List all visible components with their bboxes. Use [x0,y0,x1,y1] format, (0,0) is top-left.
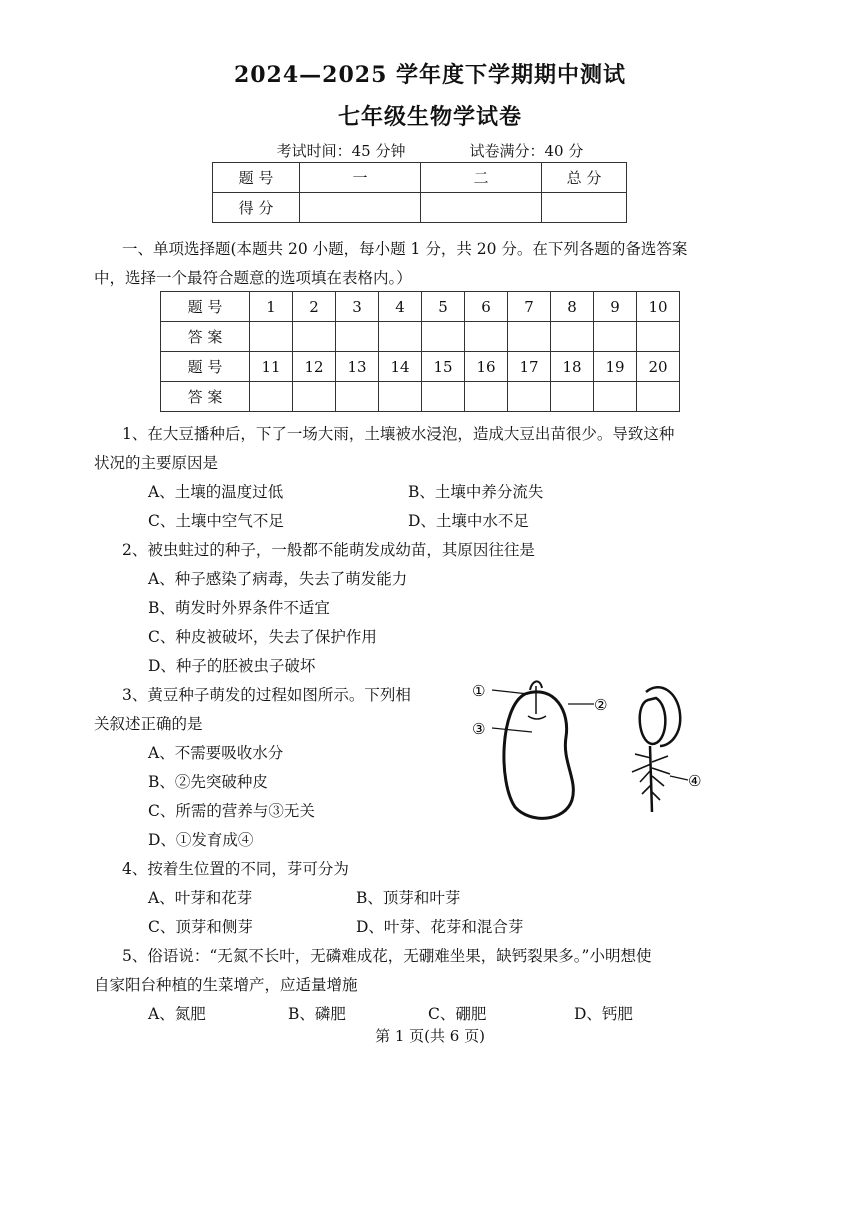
question-number-cell: 12 [293,352,336,382]
q2-option-d: D、种子的胚被虫子破坏 [148,657,316,675]
figure-label-3: ③ [472,720,486,738]
question-number-cell: 9 [594,292,637,322]
q4-option-a: A、叶芽和花芽 [148,889,253,907]
question-number-cell: 13 [336,352,379,382]
q5-option-b: B、磷肥 [288,1005,346,1023]
q5-stem: 5、俗语说：“无氮不长叶，无磷难成花，无硼难坐果，缺钙裂果多。”小明想使 [122,947,652,965]
question-number-cell: 16 [465,352,508,382]
score-table [212,162,627,223]
score-cell[interactable] [421,193,542,223]
question-number-cell: 4 [379,292,422,322]
question-number-cell: 14 [379,352,422,382]
question-number-cell: 2 [293,292,336,322]
seed-germination-figure [470,672,730,827]
q2-option-a: A、种子感染了病毒，失去了萌发能力 [148,570,408,588]
question-number-cell: 1 [250,292,293,322]
leader-line-3 [492,728,532,732]
answer-cell[interactable] [379,382,422,412]
q3-option-b: B、②先突破种皮 [148,773,268,791]
score-table-header: 题 号 [213,163,300,193]
q5-stem-cont: 自家阳台种植的生菜增产，应适量增施 [94,976,358,994]
answer-cell[interactable] [551,382,594,412]
answer-cell[interactable] [293,322,336,352]
q4-option-c: C、顶芽和侧芽 [148,918,253,936]
answer-cell[interactable] [508,322,551,352]
answer-table [160,291,680,412]
answer-cell[interactable] [465,322,508,352]
q3-option-a: A、不需要吸收水分 [148,744,284,762]
score-cell[interactable] [542,193,627,223]
page-number: 第 1 页(共 6 页) [375,1027,485,1045]
question-number-cell: 15 [422,352,465,382]
question-number-cell: 6 [465,292,508,322]
question-number-cell: 5 [422,292,465,322]
q2-option-b: B、萌发时外界条件不适宜 [148,599,330,617]
answer-cell[interactable] [637,322,680,352]
answer-table-label: 答 案 [161,322,250,352]
answer-cell[interactable] [637,382,680,412]
answer-table-label: 题 号 [161,292,250,322]
answer-cell[interactable] [594,382,637,412]
answer-cell[interactable] [422,322,465,352]
answer-cell[interactable] [336,382,379,412]
q3-option-d: D、①发育成④ [148,831,254,849]
q1-option-a: A、土壤的温度过低 [148,483,284,501]
answer-cell[interactable] [379,322,422,352]
answer-cell[interactable] [293,382,336,412]
answer-cell[interactable] [250,382,293,412]
seedling-stem [650,746,652,812]
score-cell[interactable] [300,193,421,223]
q1-stem: 1、在大豆播种后，下了一场大雨，土壤被水浸泡，造成大豆出苗很少。导致这种 [122,425,675,443]
q4-option-d: D、叶芽、花芽和混合芽 [356,918,524,936]
figure-label-1: ① [472,682,486,700]
exam-meta [0,140,860,161]
score-table-header: 二 [421,163,542,193]
q3-stem-cont: 关叙述正确的是 [94,715,203,733]
question-number-cell: 18 [551,352,594,382]
question-number-cell: 20 [637,352,680,382]
question-number-cell: 11 [250,352,293,382]
question-number-cell: 3 [336,292,379,322]
q1-option-b: B、土壤中养分流失 [408,483,544,501]
question-number-cell: 19 [594,352,637,382]
question-number-cell: 17 [508,352,551,382]
score-row-label: 得 分 [213,193,300,223]
question-number-cell: 7 [508,292,551,322]
q1-option-d: D、土壤中水不足 [408,512,529,530]
q2-stem: 2、被虫蛀过的种子，一般都不能萌发成幼苗，其原因往往是 [122,541,535,559]
q4-stem: 4、按着生位置的不同，芽可分为 [122,860,349,878]
answer-cell[interactable] [594,322,637,352]
figure-label-4: ④ [688,772,702,790]
q3-stem: 3、黄豆种子萌发的过程如图所示。下列相 [122,686,411,704]
leader-line-1 [492,690,528,694]
answer-cell[interactable] [465,382,508,412]
exam-time: 考试时间：45 分钟 [276,142,406,160]
answer-cell[interactable] [422,382,465,412]
full-score: 试卷满分：40 分 [469,142,584,160]
q1-stem-cont: 状况的主要原因是 [94,454,219,472]
leader-line-4 [670,776,688,780]
question-number-cell: 8 [551,292,594,322]
q5-option-c: C、硼肥 [428,1005,487,1023]
q5-option-a: A、氮肥 [148,1005,206,1023]
q3-option-c: C、所需的营养与③无关 [148,802,315,820]
score-table-header: 总 分 [542,163,627,193]
q5-option-d: D、钙肥 [574,1005,633,1023]
exam-subtitle: 七年级生物学试卷 [337,104,522,130]
answer-table-label: 题 号 [161,352,250,382]
section1-instruction-cont: 中，选择一个最符合题意的选项填在表格内。） [94,269,412,287]
question-number-cell: 10 [637,292,680,322]
exam-title: 2024—2025 学年度下学期期中测试 [233,62,627,88]
section1-instruction: 一、单项选择题(本题共 20 小题，每小题 1 分，共 20 分。在下列各题的备选答案 [122,240,688,258]
seed-outline [504,692,573,818]
answer-cell[interactable] [551,322,594,352]
q4-option-b: B、顶芽和叶芽 [356,889,461,907]
answer-table-label: 答 案 [161,382,250,412]
seedling-cotyledon [640,698,666,744]
score-table-header: 一 [300,163,421,193]
cotyledon-line [528,716,546,719]
answer-cell[interactable] [508,382,551,412]
answer-cell[interactable] [250,322,293,352]
answer-cell[interactable] [336,322,379,352]
figure-label-2: ② [594,696,608,714]
q1-option-c: C、土壤中空气不足 [148,512,284,530]
q2-option-c: C、种皮被破坏，失去了保护作用 [148,628,377,646]
